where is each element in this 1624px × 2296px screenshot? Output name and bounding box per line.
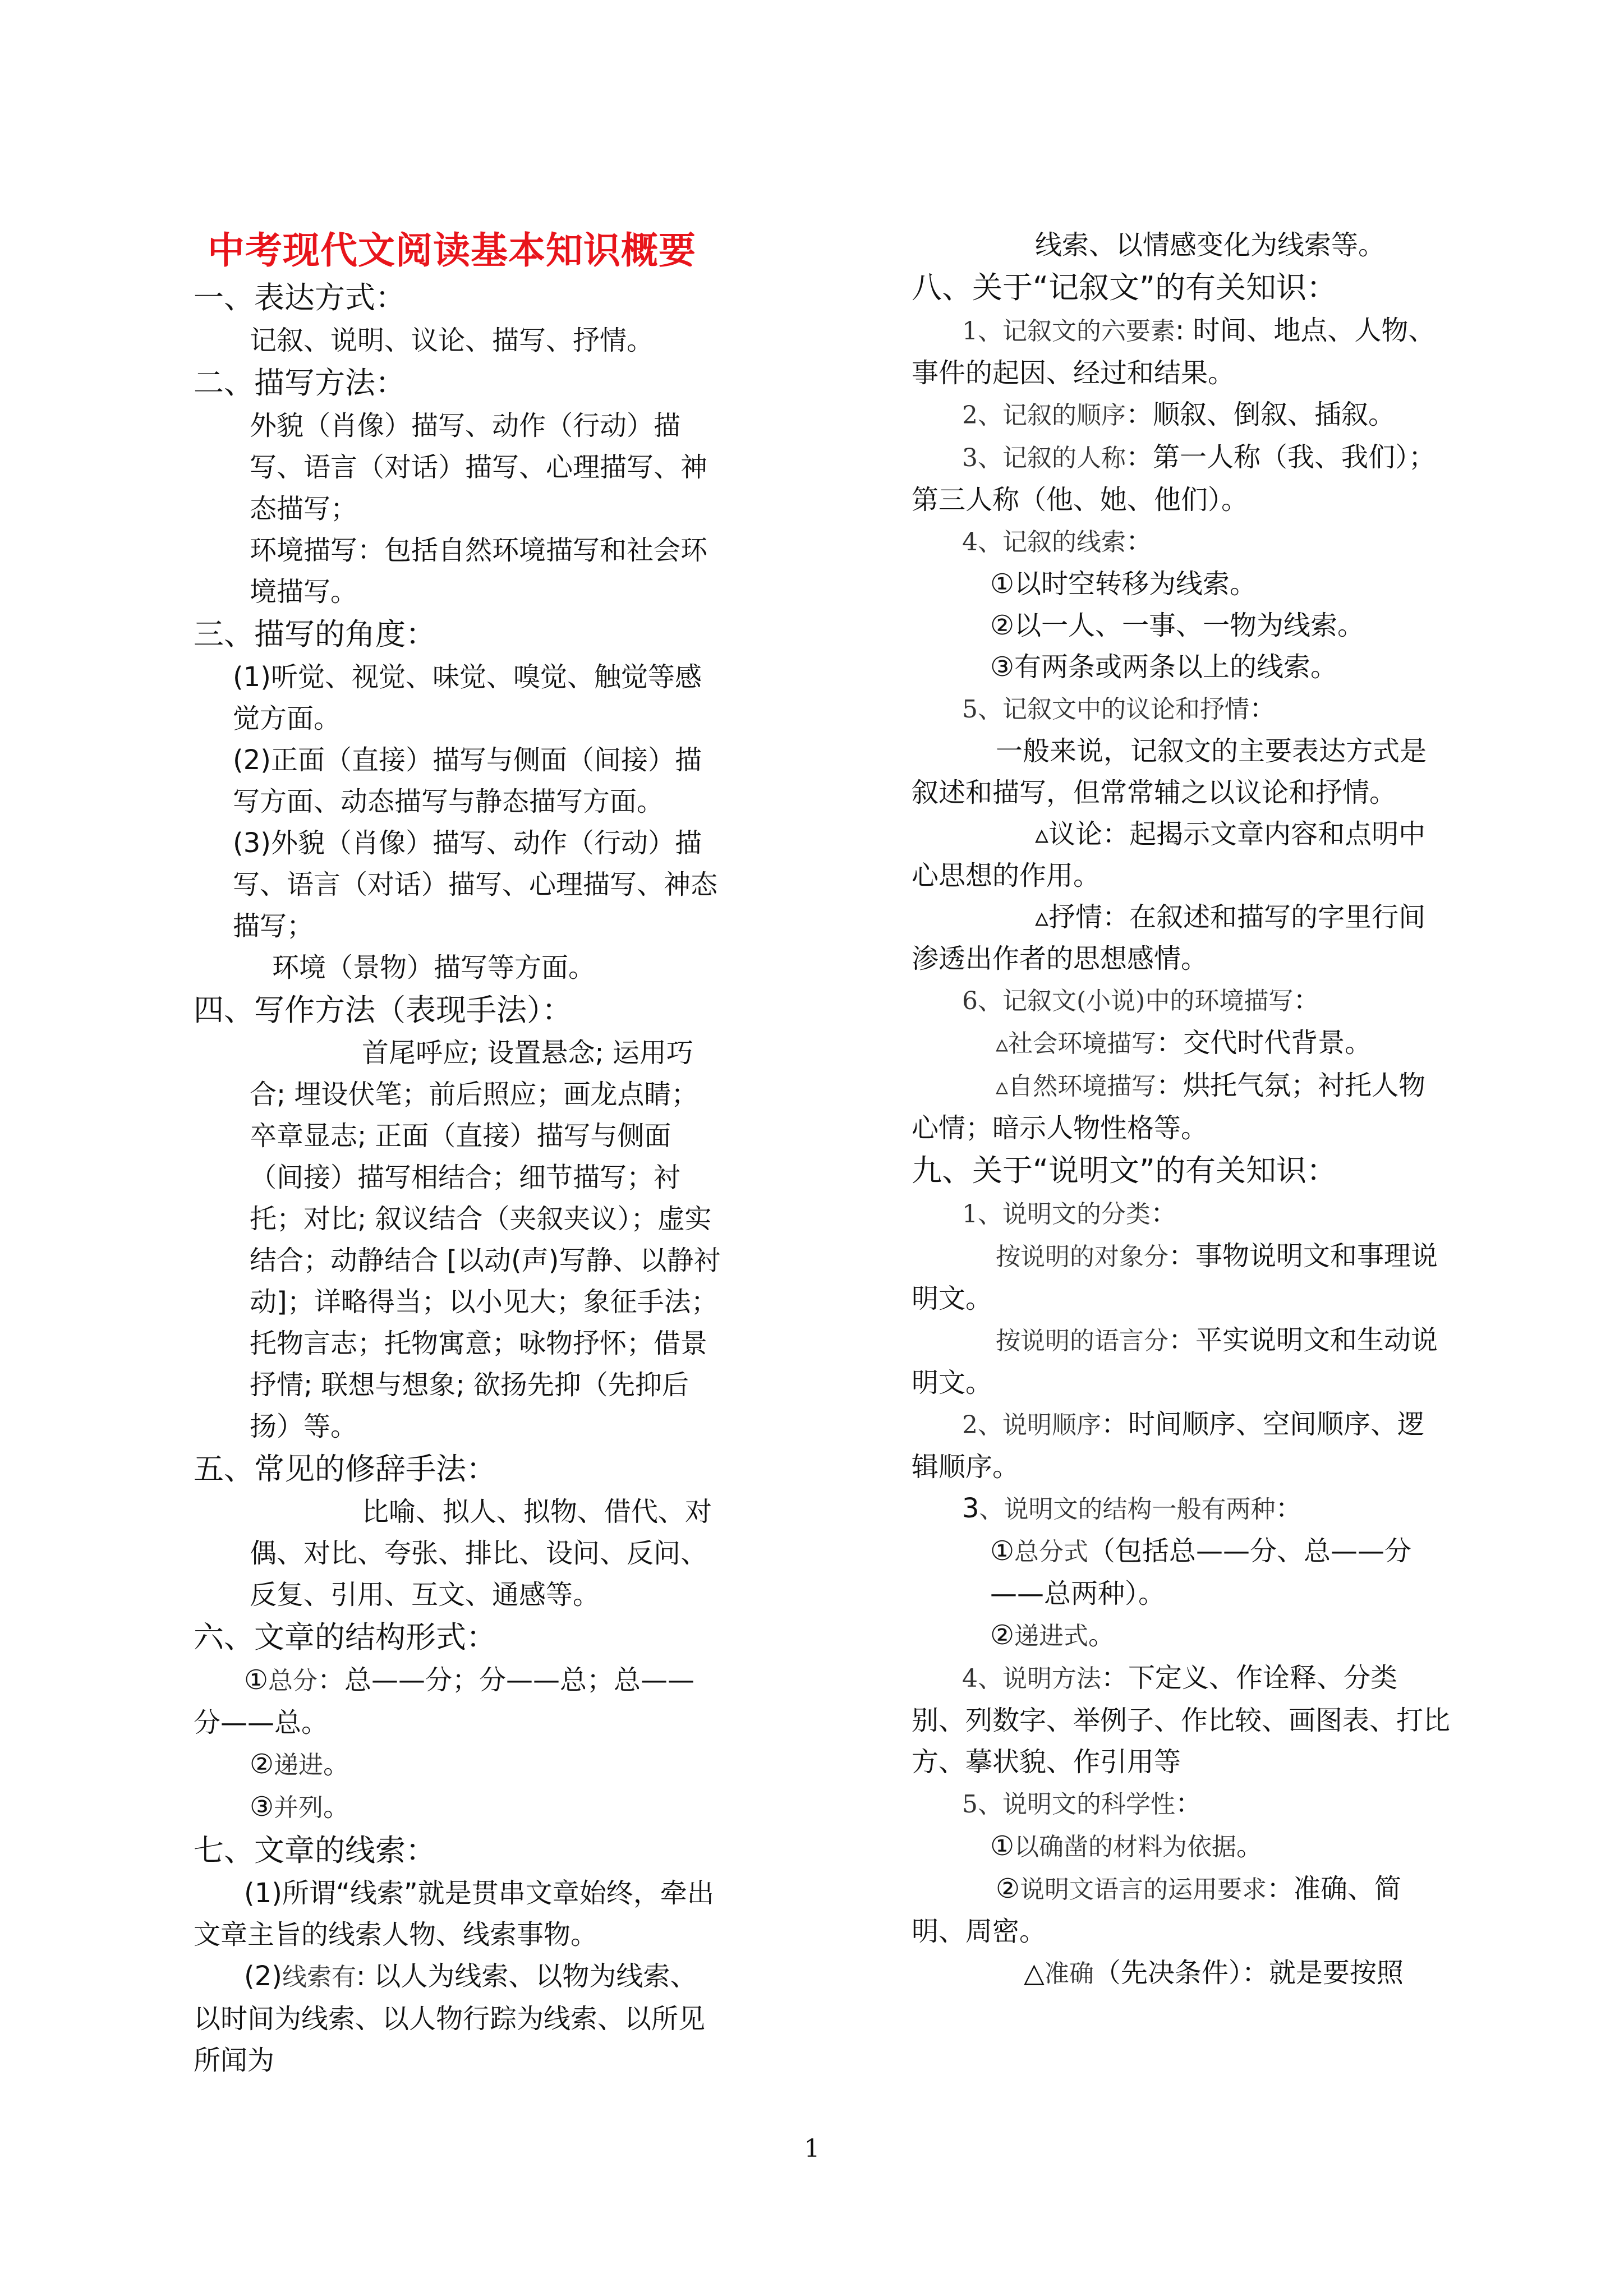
paragraph: (3)外貌（肖像）描写、动作（行动）描写、语言（对话）描写、心理描写、神态描写； [233,827,718,942]
paragraph: 记叙、说明、议论、描写、抒情。 [250,325,654,356]
paragraph: 一般来说，记叙文的主要表达方式是叙述和描写，但常常辅之以议论和抒情。 [912,735,1427,808]
paragraph: ②递进式。 [990,1619,1116,1651]
paragraph: ①以确凿的材料为依据。 [990,1830,1264,1862]
paragraph: ①总分：总——分；分——总；总——分——总。 [194,1664,695,1738]
paragraph: 1、说明文的分类： [962,1198,1178,1229]
paragraph: ②说明文语言的运用要求：准确、简明、周密。 [912,1873,1402,1947]
page-title: 中考现代文阅读基本知识概要 [208,228,696,272]
paragraph: (2)正面（直接）描写与侧面（间接）描写方面、动态描写与静态描写方面。 [233,744,702,817]
paragraph: ③有两条或两条以上的线索。 [990,651,1338,683]
paragraph: 比喻、拟人、拟物、借代、对偶、对比、夸张、排比、设问、反问、反复、引用、互文、通感等。 [250,1496,712,1611]
paragraph: ▵抒情：在叙述和描写的字里行间渗透出作者的思想感情。 [912,901,1426,974]
paragraph: 按说明的对象分：事物说明文和事理说明文。 [912,1240,1438,1314]
paragraph: ②以一人、一事、一物为线索。 [990,610,1365,641]
paragraph: 环境（景物）描写等方面。 [272,952,596,983]
paragraph: 按说明的语言分：平实说明文和生动说明文。 [912,1324,1438,1398]
paragraph: 4、说明方法：下定义、作诠释、分类别、列数字、举例子、作比较、画图表、打比方、摹状貌、作引用等 [912,1662,1451,1778]
paragraph: 首尾呼应; 设置悬念; 运用巧合; 埋设伏笔；前后照应；画龙点睛；卒章显志; 正面（直接）描写与侧面（间接）描写相结合；细节描写；衬托；对比; 叙议结合（夹叙夹议）；虚实结合；动静结合 [以动(声)写静、以静衬动]；详略得当；以小见大；象征手法；托物言志；托物寓意；咏物抒怀；借景抒情; 联想与想象; 欲扬先抑（先抑后扬）等。 [250,1037,721,1442]
paragraph: 外貌（肖像）描写、动作（行动）描写、语言（对话）描写、心理描写、神态描写； [250,410,708,524]
paragraph: 5、记叙文中的议论和抒情： [962,693,1277,724]
paragraph: 2、记叙的顺序：顺叙、倒叙、插叙。 [962,399,1396,430]
paragraph: ②递进。 [250,1749,351,1780]
section-heading: 二、描写方法： [194,365,406,401]
paragraph: 3、记叙的人称：第一人称（我、我们）；第三人称（他、她、他们）。 [912,441,1436,516]
right-column [912,224,1450,1995]
section-heading: 九、关于“说明文”的有关知识： [912,1153,1337,1188]
section-heading: 八、关于“记叙文”的有关知识： [912,270,1337,305]
paragraph: 线索、以情感变化为线索等。 [1035,229,1386,261]
paragraph: ③并列。 [250,1791,351,1823]
paragraph: (1)听觉、视觉、味觉、嗅觉、触觉等感觉方面。 [233,661,702,734]
paragraph: (2)线索有: 以人为线索、以物为线索、以时间为线索、以人物行踪为线索、以所见所闻为 [194,1961,706,2076]
section-heading: 五、常见的修辞手法： [194,1451,496,1487]
paragraph: △准确（先决条件）：就是要按照 [1024,1957,1404,1989]
paragraph: ▵议论：起揭示文章内容和点明中心思想的作用。 [912,818,1426,891]
paragraph: 5、说明文的科学性： [962,1788,1203,1819]
paragraph: ①以时空转移为线索。 [990,568,1257,600]
left-column [194,224,721,2081]
section-heading: 四、写作方法（表现手法）： [194,992,572,1028]
section-heading: 六、文章的结构形式： [194,1619,496,1655]
paragraph: ▵自然环境描写：烘托气氛；衬托人物心情；暗示人物性格等。 [912,1070,1426,1144]
paragraph: 4、记叙的线索： [962,526,1153,557]
section-heading: 三、描写的角度： [194,616,436,652]
paragraph: 环境描写：包括自然环境描写和社会环境描写。 [250,535,708,608]
paragraph: ▵社会环境描写：交代时代背景。 [996,1027,1372,1059]
section-heading: 一、表达方式： [194,280,406,315]
paragraph: ①总分式（包括总——分、总——分——总两种）。 [990,1535,1412,1609]
paragraph: 2、说明顺序：时间顺序、空间顺序、逻辑顺序。 [912,1409,1425,1483]
section-heading: 七、文章的线索： [194,1833,436,1868]
paragraph: (1)所谓“线索”就是贯串文章始终，牵出文章主旨的线索人物、线索事物。 [194,1878,714,1950]
paragraph: 3、说明文的结构一般有两种： [962,1493,1303,1524]
paragraph: 6、记叙文(小说)中的环境描写： [962,984,1321,1016]
paragraph: 1、记叙文的六要素: 时间、地点、人物、事件的起因、经过和结果。 [912,315,1436,389]
page-number: 1 [804,2134,820,2163]
